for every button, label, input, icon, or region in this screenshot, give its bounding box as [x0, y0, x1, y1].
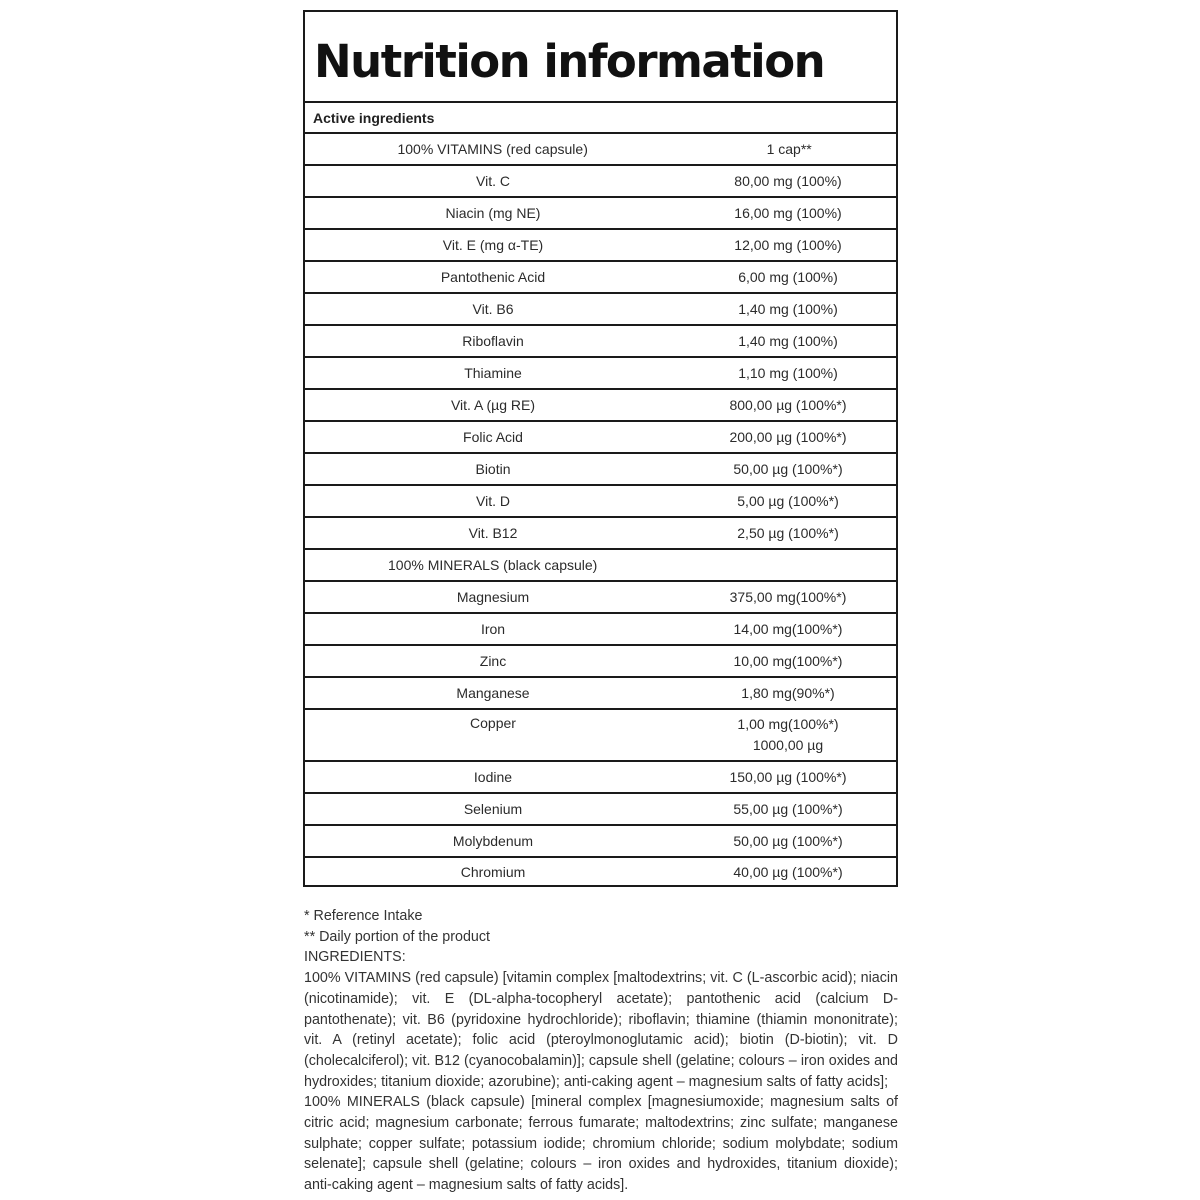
nutrient-name: Iodine	[473, 769, 513, 785]
nutrient-value: 1,40 mg (100%)	[738, 301, 838, 317]
nutrient-value: 12,00 mg (100%)	[734, 237, 842, 253]
nutrient-value: 375,00 mg(100%*)	[729, 589, 847, 605]
table-row	[305, 710, 896, 762]
nutrient-name: Pantothenic Acid	[440, 269, 546, 285]
table-row	[305, 826, 896, 858]
nutrient-value: 200,00 µg (100%*)	[729, 429, 847, 445]
table-row	[305, 614, 896, 646]
table-header-row	[305, 103, 896, 134]
nutrient-value: 2,50 µg (100%*)	[737, 525, 839, 541]
nutrient-value: 40,00 µg (100%*)	[733, 863, 843, 880]
table-row	[305, 518, 896, 550]
section-vitamins: 100% VITAMINS (red capsule)	[397, 141, 588, 157]
nutrient-value: 150,00 µg (100%*)	[729, 769, 847, 785]
nutrient-name: Selenium	[463, 801, 523, 817]
nutrient-value: 16,00 mg (100%)	[734, 205, 842, 221]
nutrient-value: 55,00 µg (100%*)	[733, 801, 843, 817]
table-row	[305, 326, 896, 358]
table-row	[305, 166, 896, 198]
nutrient-name: Riboflavin	[462, 333, 524, 349]
daily-portion-note: ** Daily portion of the product	[304, 928, 490, 945]
nutrient-value-line: 1000,00 µg	[752, 737, 824, 753]
nutrient-name: Magnesium	[456, 589, 530, 605]
page-title: Nutrition information	[305, 12, 896, 103]
nutrient-value: 10,00 mg(100%*)	[733, 653, 843, 669]
table-row	[305, 422, 896, 454]
nutrient-name: Biotin	[475, 461, 511, 477]
nutrient-name: Vit. D	[476, 493, 510, 509]
table-row	[305, 198, 896, 230]
table-row	[305, 262, 896, 294]
nutrient-name: Niacin (mg NE)	[445, 205, 541, 221]
nutrient-name: Vit. B6	[472, 301, 514, 317]
nutrient-name: Vit. C	[476, 173, 510, 189]
nutrient-value	[681, 714, 895, 756]
nutrient-name: Thiamine	[464, 365, 522, 381]
footnotes	[304, 906, 898, 1196]
nutrient-name: Vit. E (mg α-TE)	[442, 237, 544, 253]
nutrient-value: 1,80 mg(90%*)	[741, 685, 835, 701]
table-row	[305, 582, 896, 614]
nutrient-name: Molybdenum	[452, 833, 534, 849]
table-row	[305, 454, 896, 486]
nutrient-value: 1,10 mg (100%)	[738, 365, 838, 381]
nutrient-name: Manganese	[456, 685, 530, 701]
table-row	[305, 294, 896, 326]
table-row	[305, 550, 896, 582]
nutrient-value: 50,00 µg (100%*)	[733, 461, 843, 477]
table-header: Active ingredients	[313, 109, 435, 126]
nutrient-name: Folic Acid	[463, 429, 523, 445]
nutrient-name: Copper	[470, 715, 516, 731]
nutrient-value: 1 cap**	[766, 141, 812, 157]
nutrient-name: Vit. B12	[468, 525, 518, 541]
table-row	[305, 762, 896, 794]
table-row	[305, 794, 896, 826]
table-row	[305, 134, 896, 166]
nutrition-table	[303, 10, 898, 887]
table-row	[305, 390, 896, 422]
ingredients-heading: INGREDIENTS:	[304, 949, 406, 966]
nutrient-value-line: 1,00 mg(100%*)	[737, 716, 839, 732]
vitamins-ingredients: 100% VITAMINS (red capsule) [vitamin complex [maltodextrins; vit. C (L-ascorbic acid); niacin (nicotinamide); vit. E (DL-alpha-tocopheryl acetate); pantothenic acid (calcium D-pantothenate); vit. B6 (pyridoxine hydrochloride); riboflavin; thiamine (thiamin mononitrate); vit. A (retinyl acetate); folic acid (pteroylmonoglutamic acid); biotin (D-biotin); vit. D (cholecalciferol); vit. B12 (cyanocobalamin)]; capsule shell (gelatine; colours – iron oxides and hydroxides; titanium dioxide; azorubine); anti-caking agent – magnesium salts of fatty acids];	[304, 970, 898, 1090]
table-row	[305, 646, 896, 678]
minerals-ingredients: 100% MINERALS (black capsule) [mineral complex [magnesiumoxide; magnesium salts of citric acid; magnesium carbonate; ferrous fumarate; maltodextrins; zinc sulfate; manganese sulphate; copper sulfate; potassium iodide; chromium chloride; sodium molybdate; sodium selenate]; capsule shell (gelatine; colours – iron oxides and hydroxides, titanium dioxide); anti-caking agent – magnesium salts of fatty acids].	[304, 1094, 898, 1194]
nutrient-value: 800,00 µg (100%*)	[729, 397, 847, 413]
nutrient-value: 50,00 µg (100%*)	[733, 833, 843, 849]
nutrient-value: 14,00 mg(100%*)	[733, 621, 843, 637]
nutrient-name: Chromium	[460, 863, 526, 880]
nutrient-name: Zinc	[479, 653, 507, 669]
nutrient-value: 5,00 µg (100%*)	[737, 493, 839, 509]
nutrient-value: 80,00 mg (100%)	[734, 173, 842, 189]
table-row	[305, 678, 896, 710]
nutrient-value: 6,00 mg (100%)	[738, 269, 838, 285]
reference-intake-note: * Reference Intake	[304, 908, 423, 924]
table-row	[305, 358, 896, 390]
table-row	[305, 230, 896, 262]
table-row	[305, 486, 896, 518]
nutrient-name: Iron	[480, 621, 506, 637]
section-minerals: 100% MINERALS (black capsule)	[388, 557, 598, 573]
nutrient-name: Vit. A (µg RE)	[450, 397, 536, 413]
table-row	[305, 858, 896, 885]
nutrient-value: 1,40 mg (100%)	[738, 333, 838, 349]
